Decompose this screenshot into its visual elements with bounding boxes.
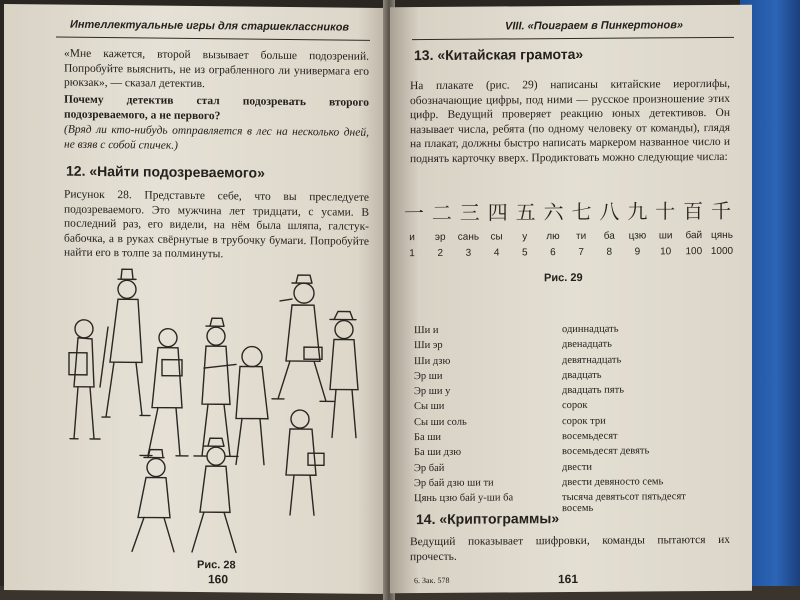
- chinese-number: Эр ши у: [414, 386, 451, 398]
- suspect-figure-8: [286, 410, 324, 515]
- russian-number: восемьдесят: [562, 430, 618, 443]
- russian-number: двенадцать: [562, 339, 612, 351]
- pronunciation: ти: [576, 230, 587, 242]
- chinese-number: Сы ши соль: [414, 416, 467, 428]
- hieroglyph: 千: [711, 198, 732, 224]
- numeral: 8: [606, 246, 613, 258]
- figure-28-caption: Рис. 28: [197, 559, 236, 572]
- chinese-number: Сы ши: [414, 401, 445, 413]
- hieroglyph: 二: [431, 200, 452, 225]
- left-question: Почему детектив стал подозревать второго подозреваемого, а не первого?: [64, 93, 369, 122]
- left-head-rule: [56, 37, 370, 41]
- numeral: 2: [437, 247, 444, 259]
- suspect-figure-5: [236, 346, 268, 464]
- chinese-number: Ба ши: [414, 431, 442, 444]
- pronunciation: ши: [658, 230, 673, 242]
- right-page-number: 161: [558, 571, 579, 587]
- right-running-head: VIII. «Поиграем в Пинкертонов»: [505, 19, 683, 33]
- pronunciation: сы: [490, 231, 503, 243]
- section-13-paragraph: На плакате (рис. 29) написаны китайские иероглифы, обозначающие цифры, под ними — русское произношение этих цифр. Ведущий проверяет реакцию юных детективов. Он называет числа, ребята (по одному человеку от команды), глядя на плакат, должны быстро написать маркером названное число и поднять карточку вверх. Продиктовать можно следующие числа:: [410, 77, 730, 165]
- hieroglyph: 六: [543, 200, 564, 225]
- hieroglyph: 七: [571, 199, 592, 224]
- table-row: [414, 491, 714, 515]
- pronunciation-row: [398, 230, 736, 243]
- hieroglyph: 四: [487, 200, 508, 225]
- pronunciation: эр: [434, 231, 446, 243]
- hieroglyph: 五: [515, 200, 536, 225]
- numeral: 100: [685, 246, 703, 258]
- printer-footnote: 6. Зак. 578: [414, 575, 450, 586]
- suspect-figure-7: [330, 311, 358, 437]
- russian-number: одиннадцать: [562, 323, 619, 336]
- russian-number: восемьдесят девять: [562, 445, 650, 458]
- left-answer: (Вряд ли кто-нибудь отправляется в лес на несколько дней, не взяв с собой спичек.): [64, 123, 369, 152]
- suspect-figure-1: [69, 320, 100, 439]
- pronunciation: цзю: [628, 230, 647, 242]
- pronunciation: цянь: [711, 229, 733, 242]
- russian-number: двадцать: [562, 369, 602, 381]
- chinese-number: Ши дзю: [414, 355, 451, 367]
- left-running-head: Интеллектуальные игры для старшеклассников: [70, 18, 350, 34]
- section-14-title: 14. «Криптограммы»: [416, 510, 560, 528]
- numeral: 10: [660, 246, 672, 258]
- hieroglyph: 三: [459, 200, 480, 225]
- crowd-illustration: [64, 267, 364, 560]
- pronunciation: лю: [546, 231, 560, 243]
- chinese-number: Эр бай дзю ши ти: [414, 477, 494, 490]
- numeral: 7: [578, 246, 584, 258]
- hieroglyph: 百: [683, 199, 704, 224]
- section-12-title: 12. «Найти подозреваемого»: [66, 162, 265, 181]
- right-page: [390, 5, 752, 594]
- pronunciation: сань: [457, 231, 480, 243]
- numeral: 1000: [710, 245, 734, 258]
- pronunciation: ба: [603, 230, 615, 242]
- suspect-figure-2: [100, 269, 150, 418]
- chinese-number: Эр ши: [414, 370, 443, 382]
- right-head-rule: [412, 37, 734, 40]
- chinese-number: Ши и: [414, 324, 439, 337]
- hieroglyph: 八: [599, 199, 620, 224]
- russian-number: сорок: [562, 400, 588, 412]
- numeral: 4: [493, 247, 500, 259]
- chinese-number: Эр бай: [414, 462, 445, 474]
- figure-29-caption: Рис. 29: [544, 271, 583, 285]
- chinese-number: Ба ши дзю: [414, 447, 462, 459]
- numeral: 6: [550, 247, 556, 259]
- pronunciation: у: [522, 231, 528, 243]
- section-13-title: 13. «Китайская грамота»: [414, 45, 584, 64]
- suspect-figure-6: [272, 275, 334, 402]
- russian-number: двадцать пять: [562, 384, 625, 397]
- russian-number: девятнадцать: [562, 354, 622, 366]
- russian-number: тысяча девятьсот пятьдесят восемь: [562, 491, 686, 515]
- chinese-number: Цянь цзю бай у-ши ба: [414, 492, 514, 505]
- number-row: [398, 246, 736, 259]
- numeral: 1: [409, 248, 415, 260]
- hieroglyph: 一: [403, 201, 424, 226]
- left-page: [4, 4, 388, 594]
- suspect-figure-3: [140, 328, 188, 456]
- chinese-number: Ши эр: [414, 340, 443, 352]
- hieroglyph: 十: [655, 199, 676, 224]
- numeral: 3: [465, 247, 472, 259]
- numeral: 9: [634, 246, 641, 258]
- numeral: 5: [521, 247, 528, 259]
- russian-number: двести девяносто семь: [562, 476, 664, 489]
- left-page-number: 160: [208, 572, 229, 587]
- russian-number: сорок три: [562, 415, 606, 427]
- section-14-paragraph: Ведущий показывает шифровки, команды пытаются их прочесть.: [410, 533, 730, 563]
- pronunciation: и: [409, 232, 415, 244]
- russian-number: двести: [562, 461, 593, 473]
- pronunciation: бай: [685, 230, 703, 242]
- hieroglyph: 九: [627, 199, 648, 224]
- left-intro-paragraph: «Мне кажется, второй вызывает больше подозрений. Попробуйте выяснить, не из ограбленного ли универмага его рюкзак», — сказал детектив.: [64, 47, 369, 91]
- section-12-paragraph: Рисунок 28. Представьте себе, что вы преследуете подозреваемого. Это мужчина лет тридцати, с усами. В последний раз, его видели, на нём была шляпа, галстук-бабочка, а в руках свёрнутые в трубочку бумаги. Попробуйте найти его в толпе за полминуты.: [64, 188, 369, 261]
- suspect-figure-9: [132, 449, 174, 551]
- hieroglyph-row: [400, 195, 735, 226]
- dictation-table: [414, 323, 714, 515]
- suspect-figure-4: [194, 318, 238, 456]
